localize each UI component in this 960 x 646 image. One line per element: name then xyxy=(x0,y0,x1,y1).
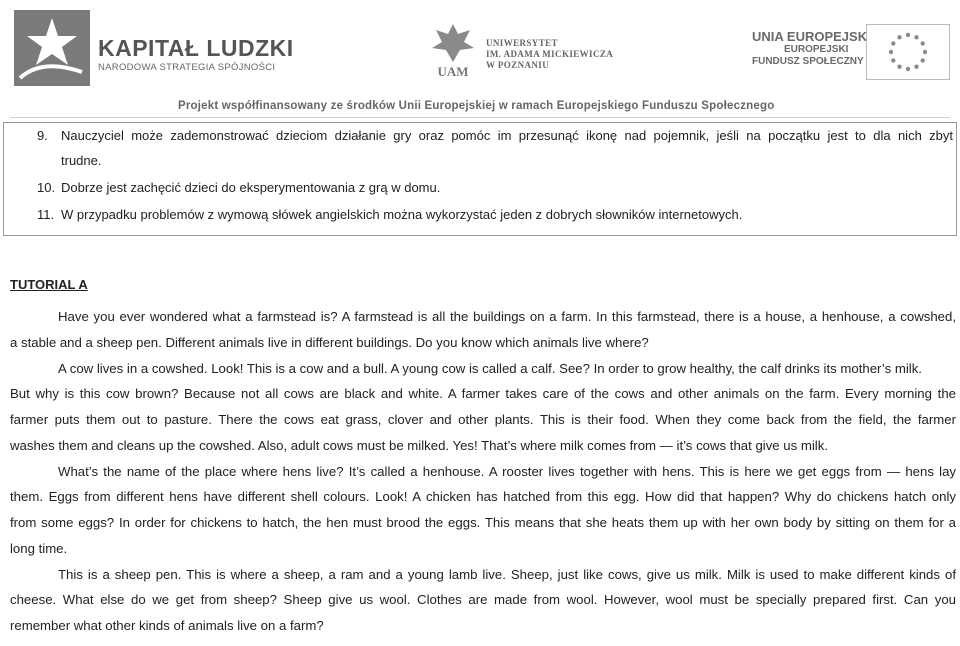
eu-star-icon xyxy=(914,65,918,69)
kapital-ludzki-text xyxy=(98,36,294,73)
uam-eagle-logo xyxy=(428,20,478,80)
eu-line-3: FUNDUSZ SPOŁECZNY xyxy=(752,56,864,67)
paragraph-line: them. Eggs from different hens have different shell colours. Look! A chicken has hatched from this egg. How did that happen? Why do chickens hatch only xyxy=(10,489,956,505)
uam-line-2: IM. ADAMA MICKIEWICZA xyxy=(486,49,614,59)
eu-star-icon xyxy=(921,41,925,45)
eu-star-icon xyxy=(906,33,910,37)
paragraph-line: from some eggs? In order for chickens to hatch, the hen must brood the eggs. This means that she heats them up with her own body by sitting on them for a xyxy=(10,515,956,530)
list-number: 9. xyxy=(37,128,48,143)
paragraph-line: A cow lives in a cowshed. Look! This is a cow and a bull. A young cow is called a calf. See? In order to grow healthy, the calf drinks its mother’s milk. xyxy=(58,360,922,376)
paragraph-line: Have you ever wondered what a farmstead is? A farmstead is all the buildings on a farm. In this farmstead, there is a house, a henhouse, a cowshed, xyxy=(58,309,956,324)
tutorial-body xyxy=(10,304,956,639)
eu-star-icon xyxy=(889,50,893,54)
list-text: Dobrze jest zachęcić dzieci do eksperymentowania z grą w domu. xyxy=(61,180,441,195)
paragraph-line: What’s the name of the place where hens live? It’s called a henhouse. A rooster lives together with hens. This is here we get eggs from — hens lay xyxy=(58,463,956,479)
list-text: W przypadku problemów z wymową słówek angielskich można wykorzystać jeden z dobrych słowników internetowych. xyxy=(61,207,743,222)
list-number: 10. xyxy=(37,180,56,195)
tutorial-title: TUTORIAL A xyxy=(10,277,88,292)
paragraph-line: farmer puts them out to pasture. There the cows eat grass, clover and other plants. This is their food. When they come back from the field, the farmer xyxy=(10,412,956,427)
uam-line-1: UNIWERSYTET xyxy=(486,38,558,48)
eu-star-icon xyxy=(897,65,901,69)
eu-star-icon xyxy=(891,41,895,45)
kapital-ludzki-subtitle: NARODOWA STRATEGIA SPÓJNOŚCI xyxy=(98,62,276,73)
eu-star-icon xyxy=(891,58,895,62)
instructions-box xyxy=(3,122,957,236)
paragraph-line: But why is this cow brown? Because not all cows are black and white. A farmer takes care of the cows and other animals on the farm. Every morning the xyxy=(10,386,956,402)
list-text: Nauczyciel może zademonstrować dzieciom działanie gry oraz pomóc im przesunąć ikonę nad pojemnik, jeśli na początku jest to dla nich zbyt xyxy=(61,128,953,143)
paragraph-line: washes them and cleans up the cowshed. Also, adult cows must be milked. Yes! That’s where milk comes from — it’s cows that give us milk. xyxy=(10,437,828,453)
paragraph-line: This is a sheep pen. This is where a sheep, a ram and a young lamb live. Sheep, just like cows, give us milk. Milk is used to make different kinds of xyxy=(58,566,956,582)
paragraph-line: a stable and a sheep pen. Different animals live in different buildings. Do you know which animals live where? xyxy=(10,334,649,350)
eu-star-icon xyxy=(923,50,927,54)
uam-mark: UAM xyxy=(437,64,469,79)
paragraph-line: cheese. What else do we get from sheep? Sheep give us wool. Clothes are made from wool. However, wool must be specially prepared first. Can you xyxy=(10,592,956,608)
paragraph-line: remember what other kinds of animals live on a farm? xyxy=(10,618,324,633)
list-text: trudne. xyxy=(61,153,102,168)
eu-star-icon xyxy=(921,58,925,62)
uam-line-3: W POZNANIU xyxy=(486,60,550,70)
eu-star-icon xyxy=(897,35,901,39)
uam-text xyxy=(486,38,613,71)
project-cofinancing-line: Projekt współfinansowany ze środków Unii Europejskiej w ramach Europejskiego Funduszu Społecznego xyxy=(178,100,775,112)
paragraph-line: long time. xyxy=(10,540,68,556)
eu-text xyxy=(752,30,876,68)
kapital-ludzki-title: KAPITAŁ LUDZKI xyxy=(98,35,294,61)
list-number: 11. xyxy=(37,207,55,222)
kapital-ludzki-logo xyxy=(12,8,92,88)
eu-star-icon xyxy=(906,67,910,71)
header-divider xyxy=(10,117,950,118)
eu-flag-icon xyxy=(866,24,950,80)
eu-line-1: UNIA EUROPEJSKA xyxy=(752,29,877,44)
eu-star-icon xyxy=(914,35,918,39)
page-header xyxy=(0,0,960,122)
eu-line-2: EUROPEJSKI xyxy=(784,44,849,55)
